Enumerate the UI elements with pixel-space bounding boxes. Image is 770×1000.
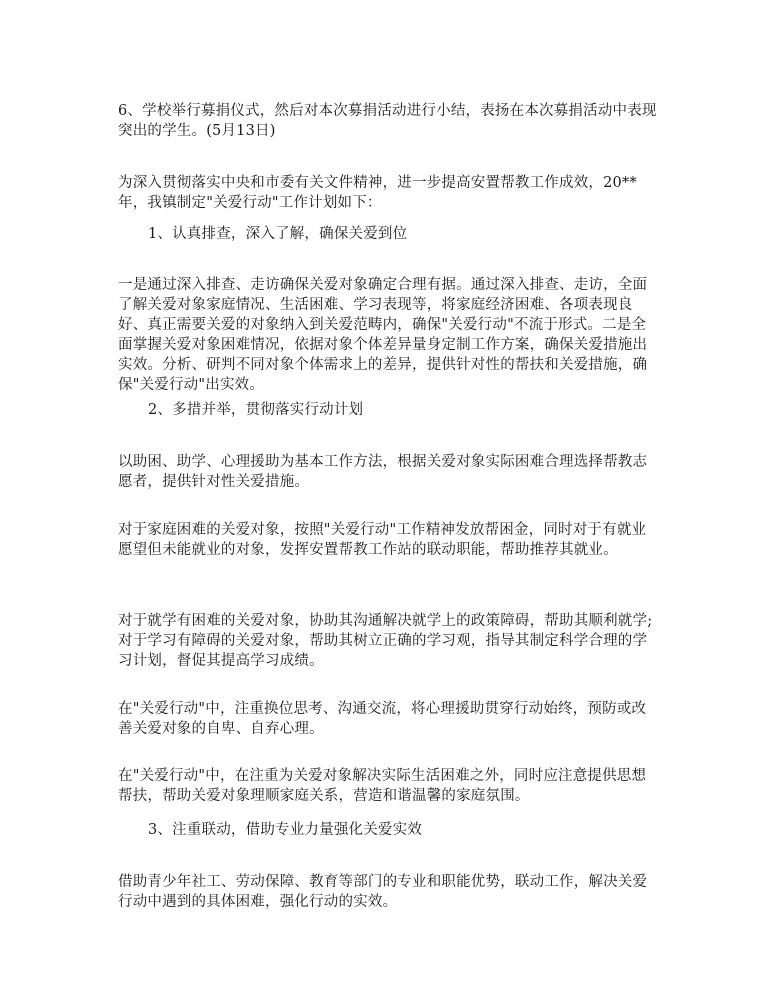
paragraph-psychological-aid: 在"关爱行动"中，注重换位思考、沟通交流，将心理援助贯穿行动始终，预防或改善关爱对象的自卑、自弃心理。 [118,701,647,737]
paragraph-family-hardship: 对于家庭困难的关爱对象，按照"关爱行动"工作精神发放帮困金，同时对于有就业愿望但未能就业的对象，发挥安置帮教工作站的联动职能，帮助推荐其就业。 [118,522,647,558]
paragraph-methods: 以助困、助学、心理援助为基本工作方法，根据关爱对象实际困难合理选择帮教志愿者，提供针对性关爱措施。 [118,454,648,490]
paragraph-schooling: 对于就学有困难的关爱对象，协助其沟通解决就学上的政策障碍，帮助其顺利就学;对于学习有障碍的关爱对象，帮助其树立正确的学习观，指导其制定科学合理的学习计划，督促其提高学习成绩。 [118,613,653,669]
heading-section-1: 1、认真排查，深入了解，确保关爱到位 [148,226,408,242]
paragraph-family-support: 在"关爱行动"中，在注重为关爱对象解决实际生活困难之外，同时应注意提供思想帮扶，帮助关爱对象理顺家庭关系，营造和谐温馨的家庭氛围。 [118,768,647,804]
heading-section-3: 3、注重联动，借助专业力量强化关爱实效 [148,822,423,838]
paragraph-intro: 为深入贯彻落实中央和市委有关文件精神，进一步提高安置帮教工作成效，20**年，我镇制定"关爱行动"工作计划如下： [118,175,637,211]
heading-section-2: 2、多措并举，贯彻落实行动计划 [148,402,364,418]
paragraph-fundraising-ceremony: 6、学校举行募捐仪式，然后对本次募捐活动进行小结，表扬在本次募捐活动中表现突出的学生。(5月13日) [118,103,657,139]
paragraph-section-1-body: 一是通过深入排查、走访确保关爱对象确定合理有据。通过深入排查、走访，全面了解关爱对象家庭情况、生活困难、学习表现等，将家庭经济困难、各项表现良好、真正需要关爱的对象纳入到关爱范畴内，确保"关爱行动"不流于形式。二是全面掌握关爱对象困难情况，依据对象个体差异量身定制工作方案，确保关爱措施出实效。分析、研判不同对象个体需求上的差异，提供针对性的帮扶和关爱措施，确保"关爱行动"出实效。 [118,277,648,393]
paragraph-linkage: 借助青少年社工、劳动保障、教育等部门的专业和职能优势，联动工作，解决关爱行动中遇到的具体困难，强化行动的实效。 [118,874,648,910]
